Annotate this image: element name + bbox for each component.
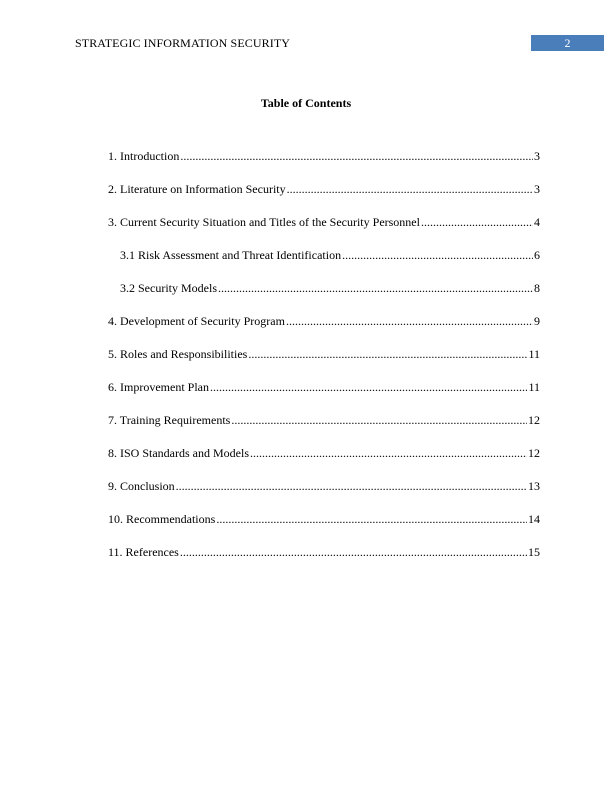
table-of-contents [108, 149, 540, 578]
toc-entry[interactable] [108, 347, 540, 380]
toc-title: Table of Contents [260, 96, 352, 110]
toc-entry[interactable] [108, 545, 540, 578]
toc-entry-page: 3 [534, 149, 540, 163]
toc-entry[interactable] [108, 413, 540, 446]
page-number-badge: 2 [531, 35, 604, 51]
toc-entry-page: 11 [528, 347, 540, 361]
toc-entry-page: 4 [534, 215, 540, 229]
toc-entry-label: 11. References [108, 545, 179, 559]
toc-entry[interactable] [108, 314, 540, 347]
toc-dot-leader [342, 249, 533, 261]
toc-entry-label: 2. Literature on Information Security [108, 182, 286, 196]
toc-entry-label: 9. Conclusion [108, 479, 175, 493]
toc-entry-label: 10. Recommendations [108, 512, 216, 526]
toc-entry-page: 3 [534, 182, 540, 196]
toc-entry-label: 7. Training Requirements [108, 413, 231, 427]
toc-entry-label: 3.1 Risk Assessment and Threat Identification [120, 248, 342, 262]
toc-dot-leader [250, 447, 527, 459]
toc-subentry[interactable] [108, 248, 540, 281]
toc-entry-label: 8. ISO Standards and Models [108, 446, 249, 460]
toc-entry-page: 9 [534, 314, 540, 328]
toc-dot-leader [218, 282, 533, 294]
toc-entry[interactable] [108, 215, 540, 248]
toc-entry-label: 3. Current Security Situation and Titles of the Security Personnel [108, 215, 420, 229]
toc-entry-page: 6 [534, 248, 540, 262]
toc-entry-page: 11 [528, 380, 540, 394]
toc-dot-leader [180, 546, 527, 558]
toc-entry[interactable] [108, 380, 540, 413]
toc-entry[interactable] [108, 479, 540, 512]
toc-dot-leader [210, 381, 527, 393]
toc-entry[interactable] [108, 182, 540, 215]
toc-entry-label: 3.2 Security Models [120, 281, 217, 295]
toc-dot-leader [176, 480, 527, 492]
toc-entry-page: 14 [528, 512, 540, 526]
toc-entry[interactable] [108, 446, 540, 479]
toc-entry-label: 1. Introduction [108, 149, 180, 163]
toc-dot-leader [248, 348, 527, 360]
toc-entry-page: 12 [528, 413, 540, 427]
toc-entry-label: 5. Roles and Responsibilities [108, 347, 248, 361]
toc-entry-page: 15 [528, 545, 540, 559]
toc-entry-label: 4. Development of Security Program [108, 314, 285, 328]
toc-entry-page: 13 [528, 479, 540, 493]
toc-entry[interactable] [108, 149, 540, 182]
toc-entry-page: 8 [534, 281, 540, 295]
running-header-title: STRATEGIC INFORMATION SECURITY [75, 36, 291, 50]
toc-entry-page: 12 [528, 446, 540, 460]
toc-dot-leader [180, 150, 533, 162]
toc-dot-leader [286, 315, 533, 327]
toc-dot-leader [287, 183, 533, 195]
toc-dot-leader [231, 414, 527, 426]
toc-entry[interactable] [108, 512, 540, 545]
toc-entry-label: 6. Improvement Plan [108, 380, 209, 394]
toc-dot-leader [216, 513, 527, 525]
toc-subentry[interactable] [108, 281, 540, 314]
toc-dot-leader [421, 216, 533, 228]
